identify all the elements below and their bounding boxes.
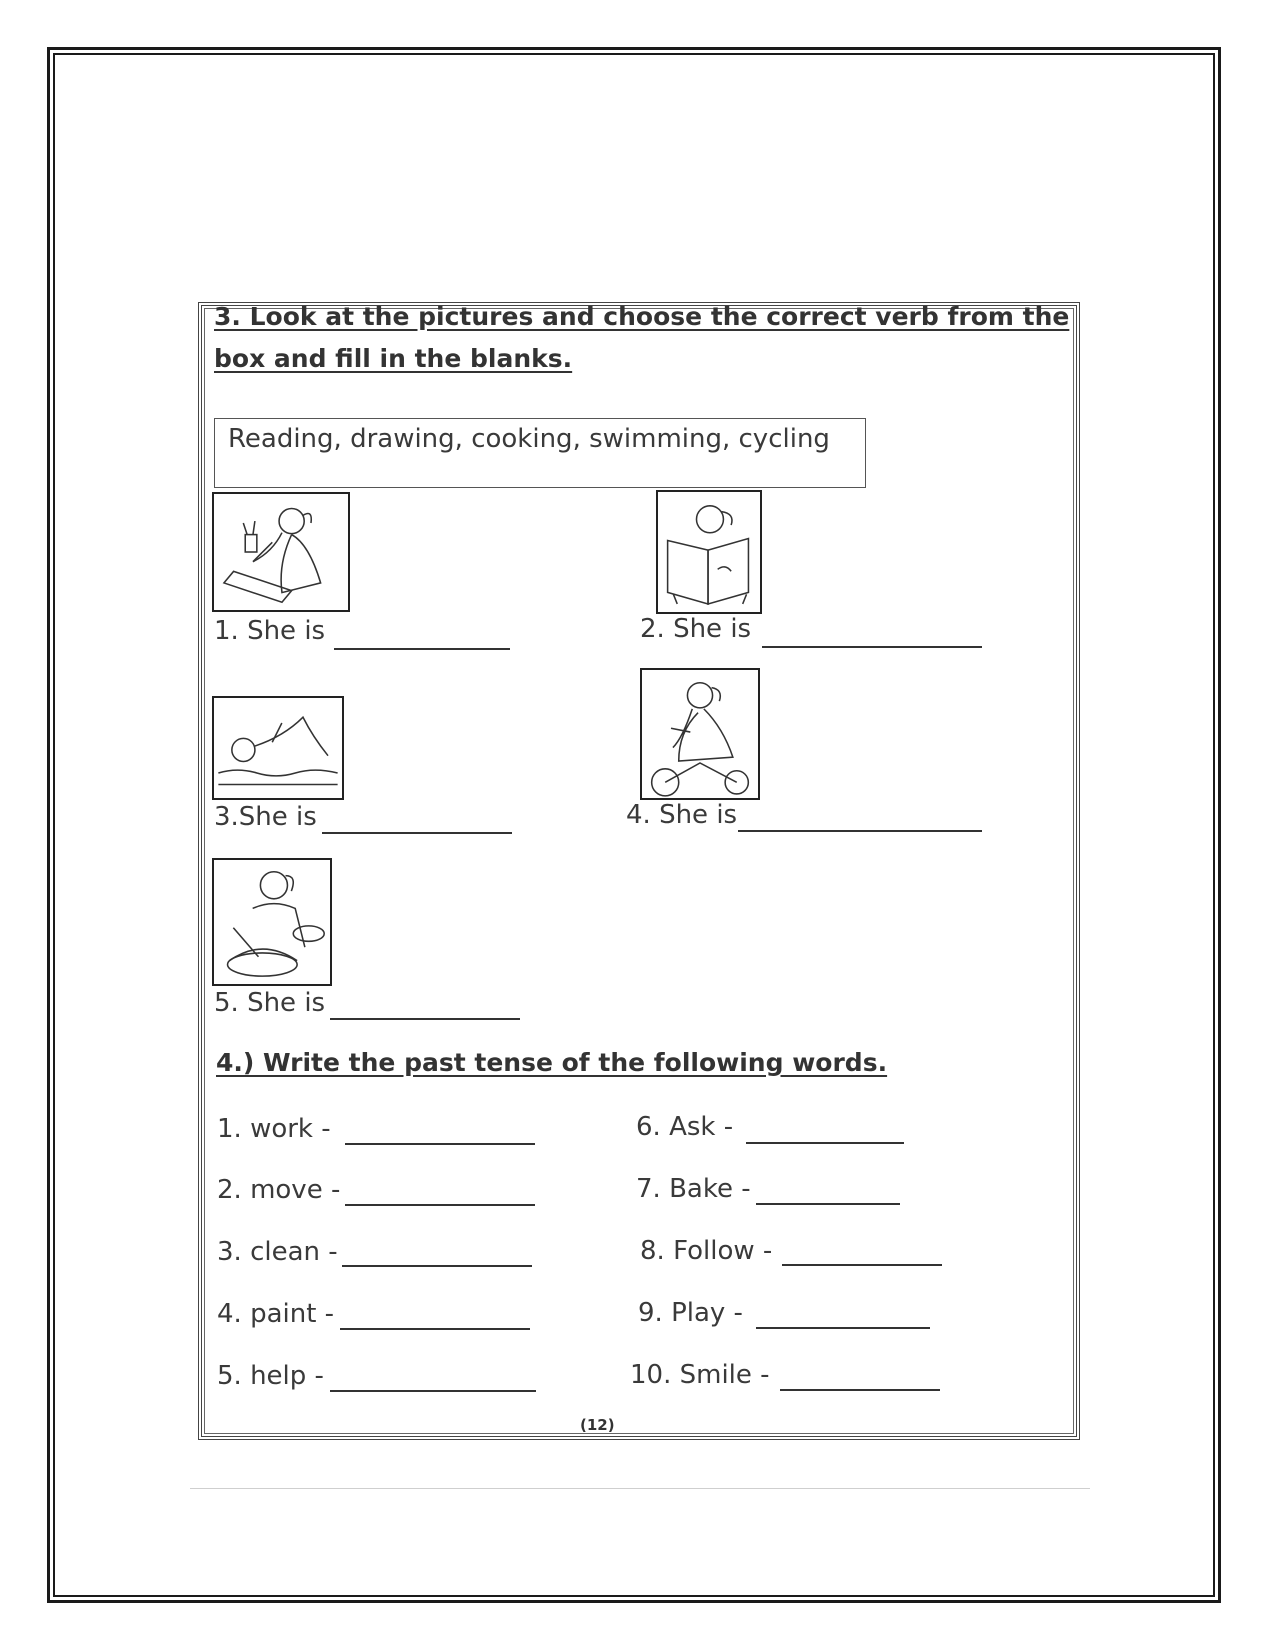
item-4-blank[interactable] (738, 830, 982, 832)
item-1-blank[interactable] (334, 648, 510, 650)
item-5-blank[interactable] (330, 1018, 520, 1020)
past-tense-blank-1[interactable] (345, 1143, 535, 1145)
girl-drawing-picture (212, 492, 350, 612)
girl-cooking-picture (212, 858, 332, 986)
section3-heading-line2: box and fill in the blanks. (214, 344, 573, 373)
past-tense-blank-6[interactable] (746, 1142, 904, 1144)
child-swimming-picture (212, 696, 344, 800)
past-tense-item-9: 9. Play - (638, 1298, 743, 1328)
past-tense-item-3: 3. clean - (217, 1237, 338, 1267)
past-tense-item-1: 1. work - (217, 1114, 331, 1144)
past-tense-blank-7[interactable] (756, 1203, 900, 1205)
past-tense-blank-5[interactable] (330, 1390, 536, 1392)
footer-rule (190, 1488, 1090, 1489)
past-tense-blank-10[interactable] (780, 1389, 940, 1391)
girl-reading-book-picture (656, 490, 762, 614)
past-tense-blank-4[interactable] (340, 1328, 530, 1330)
past-tense-blank-8[interactable] (782, 1264, 942, 1266)
past-tense-item-5: 5. help - (217, 1361, 324, 1391)
past-tense-item-2: 2. move - (217, 1175, 341, 1205)
item-3-label: 3.She is (214, 802, 317, 832)
past-tense-blank-9[interactable] (756, 1327, 930, 1329)
section3-heading-line1: 3. Look at the pictures and choose the correct verb from the (214, 302, 1070, 331)
item-5-label: 5. She is (214, 988, 326, 1018)
past-tense-item-4: 4. paint - (217, 1299, 335, 1329)
item-4-label: 4. She is (626, 800, 738, 830)
item-2-label: 2. She is (640, 614, 752, 644)
past-tense-item-6: 6. Ask - (636, 1112, 734, 1142)
girl-cycling-picture (640, 668, 760, 800)
past-tense-item-10: 10. Smile - (630, 1360, 770, 1390)
section4-heading: 4.) Write the past tense of the following words. (216, 1048, 888, 1077)
item-1-label: 1. She is (214, 616, 326, 646)
item-2-blank[interactable] (762, 646, 982, 648)
item-3-blank[interactable] (322, 832, 512, 834)
past-tense-item-7: 7. Bake - (636, 1174, 751, 1204)
past-tense-item-8: 8. Follow - (640, 1236, 773, 1266)
word-box-text: Reading, drawing, cooking, swimming, cycling (228, 424, 830, 454)
past-tense-blank-2[interactable] (345, 1204, 535, 1206)
past-tense-blank-3[interactable] (342, 1265, 532, 1267)
page-number: (12) (580, 1416, 615, 1434)
